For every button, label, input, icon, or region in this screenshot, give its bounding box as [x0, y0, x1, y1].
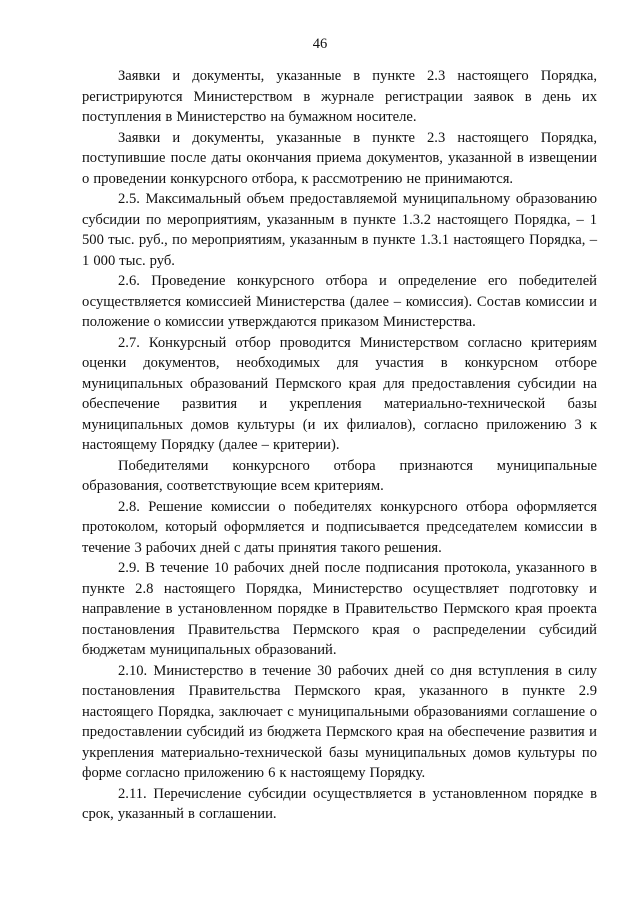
- paragraph-2-6: 2.6. Проведение конкурсного отбора и определение его победителей осуществляется комиссией Министерства (далее – комиссия). Состав комиссии и положение о комиссии утверждаются приказом Министерства.: [82, 273, 597, 330]
- paragraph-2-11: 2.11. Перечисление субсидии осуществляется в установленном порядке в срок, указанный в соглашении.: [82, 785, 597, 822]
- paragraph-2-5: 2.5. Максимальный объем предоставляемой муниципальному образованию субсидии по мероприятиям, указанным в пункте 1.3.2 настоящего Порядка, – 1 500 тыс. руб., по мероприятиям, указанным в пункте 1.3.1 настоящего Порядка, – 1 000 тыс. руб.: [82, 191, 597, 269]
- paragraph-winners: Победителями конкурсного отбора признаются муниципальные образования, соответствующие всем критериям.: [82, 457, 597, 494]
- paragraph-2-8: 2.8. Решение комиссии о победителях конкурсного отбора оформляется протоколом, который оформляется и подписывается председателем комиссии в течение 3 рабочих дней с даты принятия такого решения.: [82, 498, 597, 556]
- page-number: 46: [312, 36, 328, 52]
- paragraph-late-applications: Заявки и документы, указанные в пункте 2.3 настоящего Порядка, поступившие после даты окончания приема документов, указанной в извещении о проведении конкурсного отбора, к рассмотрению не принимаются.: [82, 129, 597, 187]
- document-body: [82, 66, 597, 825]
- paragraph-2-7: 2.7. Конкурсный отбор проводится Министерством согласно критериям оценки документов, необходимых для участия в конкурсном отборе муниципальных образований Пермского края для предоставления субсидии на обеспечение развития и укрепления материально-технической базы муниципальных домов культуры (и их филиалов), согласно приложению 3 к настоящему Порядку (далее – критерии).: [82, 334, 597, 453]
- paragraph-2-10: 2.10. Министерство в течение 30 рабочих дней со дня вступления в силу постановления Правительства Пермского края, указанного в пункте 2.9 настоящего Порядка, заключает с муниципальными образованиями соглашение о предоставлении субсидий из бюджета Пермского края на обеспечение развития и укрепления материально-технической базы муниципальных домов культуры по форме согласно приложению 6 к настоящему Порядку.: [82, 662, 597, 781]
- paragraph-2-9: 2.9. В течение 10 рабочих дней после подписания протокола, указанного в пункте 2.8 настоящего Порядка, Министерство осуществляет подготовку и направление в установленном порядке в Правительство Пермского края проекта постановления Правительства Пермского края о распределении субсидий бюджетам муниципальных образований.: [82, 560, 597, 658]
- paragraph-registration: Заявки и документы, указанные в пункте 2.3 настоящего Порядка, регистрируются Министерством в журнале регистрации заявок в день их поступления в Министерство на бумажном носителе.: [82, 68, 597, 125]
